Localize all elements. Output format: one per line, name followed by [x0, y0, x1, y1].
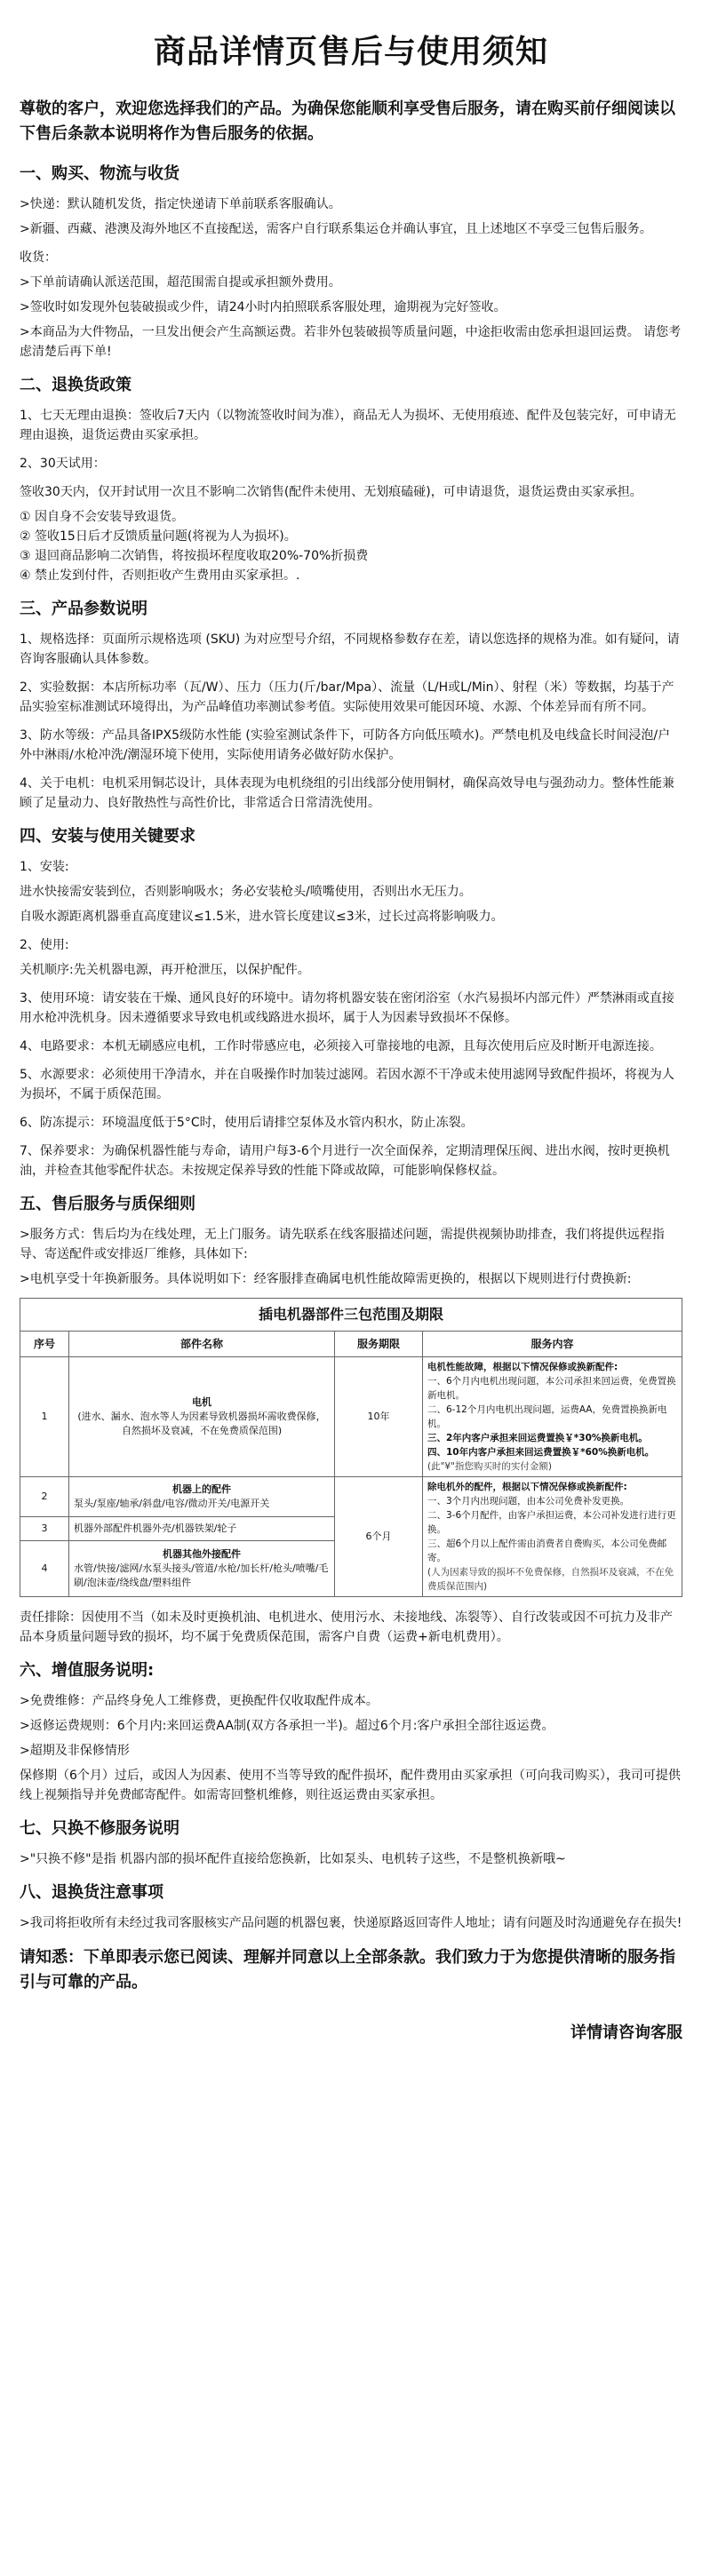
paragraph: >快递：默认随机发货，指定快递请下单前联系客服确认。 — [20, 197, 341, 211]
section-heading: 五、售后服务与质保细则 — [20, 1195, 195, 1213]
row-number: 3 — [20, 1517, 69, 1541]
part-name-cell — [69, 1540, 335, 1596]
table-header-row — [20, 1332, 682, 1357]
paragraph: 2、使用: — [20, 938, 69, 952]
service-line: 一、6个月内电机出现问题，本公司承担来回运费，免费置换新电机。 — [427, 1376, 676, 1401]
paragraph: 7、保养要求：为确保机器性能与寿命，请用户每3-6个月进行一次全面保养，定期清理保压阀、进出水阀，按时更换机油，并检查其他零配件状态。未按规定保养导致的性能下降或故障，可能影响保修权益。 — [20, 1144, 670, 1178]
paragraph: >超期及非保修情形 — [20, 1744, 130, 1758]
closing-statement: 请知悉：下单即表示您已阅读、理解并同意以上全部条款。我们致力于为您提供清晰的服务指引与可靠的产品。 — [20, 1948, 675, 1992]
table-row — [20, 1357, 682, 1477]
table-caption: 插电机器部件三包范围及期限 — [20, 1299, 682, 1332]
part-name: 机器外部配件机器外壳/机器铁架/轮子 — [69, 1517, 335, 1541]
column-header: 部件名称 — [69, 1332, 335, 1357]
intro-paragraph: 尊敬的客户，欢迎您选择我们的产品。为确保您能顺利享受售后服务，请在购买前仔细阅读以下售后条款本说明将作为售后服务的依据。 — [20, 99, 675, 143]
part-description: (进水、漏水、泡水等人为因素导致机器损坏需收费保修，自然损坏及衰减，不在免费质保范围) — [77, 1411, 326, 1436]
paragraph: 进水快接需安装到位，否则影响吸水；务必安装枪头/喷嘴使用，否则出水无压力。 — [20, 885, 472, 899]
service-line: 四、10年内客户承担来回运费置换￥*60%换新电机。 — [427, 1447, 655, 1458]
service-title: 电机性能故障，根据以下情况保修或换新配件: — [427, 1362, 618, 1372]
row-number: 1 — [20, 1357, 69, 1477]
paragraph: >下单前请确认派送范围，超范围需自提或承担额外费用。 — [20, 275, 341, 290]
section-heading: 三、产品参数说明 — [20, 600, 148, 618]
paragraph: >服务方式：售后均为在线处理，无上门服务。请先联系在线客服描述问题，需提供视频协助排查，我们将提供远程指导、寄送配件或安排返厂维修，具体如下: — [20, 1228, 665, 1261]
section-heading: 二、退换货政策 — [20, 376, 132, 394]
paragraph: 签收30天内，仅开封试用一次且不影响二次销售(配件未使用、无划痕磕碰)，可申请退货，退货运费由买家承担。 — [20, 485, 642, 499]
service-line: 二、3-6个月配件，由客户承担运费，本公司补发进行进行更换。 — [427, 1510, 676, 1535]
paragraph: >签收时如发现外包装破损或少件，请24小时内拍照联系客服处理，逾期视为完好签收。 — [20, 300, 507, 314]
section-heading: 四、安装与使用关键要求 — [20, 827, 195, 846]
paragraph: 1、规格选择：页面所示规格选项 (SKU) 为对应型号介绍，不同规格参数存在差，请以您选择的规格为准。如有疑问，请咨询客服确认具体参数。 — [20, 632, 680, 666]
part-name: 水管/快接/滤网/水泵头接头/管道/水枪/加长杆/枪头/喷嘴/毛刷/泡沫壶/绕线盘/塑料组件 — [74, 1562, 329, 1588]
row-number: 2 — [20, 1477, 69, 1517]
part-name: 电机 — [192, 1396, 211, 1408]
table-row — [20, 1477, 682, 1517]
service-line: 一、3个月内出现问题，由本公司免费补发更换。 — [427, 1496, 630, 1507]
section-heading: 六、增值服务说明: — [20, 1661, 155, 1680]
paragraph: 2、实验数据：本店所标功率（瓦/W）、压力（压力(斤/bar/Mpa）、流量（L/H或L/Min）、射程（米）等数据，均基于产品实验室标准测试环境得出，为产品峰值功率测试参考值。实际使用效果可能因环境、水源、个体差异而有所不同。 — [20, 680, 674, 714]
page-title: 商品详情页售后与使用须知 — [153, 34, 548, 70]
column-header: 序号 — [20, 1332, 69, 1357]
section-replace-only — [20, 1817, 682, 1869]
paragraph: 责任排除：因使用不当（如未及时更换机油、电机进水、使用污水、未接地线、冻裂等）、自行改装或因不可抗力及非产品本身质量问题导致的损坏，均不属于免费质保范围，需客户自费（运费+新电机费用）。 — [20, 1610, 673, 1644]
paragraph: 2、30天试用： — [20, 457, 106, 471]
part-name-title: 机器其他外接配件 — [163, 1547, 241, 1560]
paragraph: 保修期（6个月）过后，或因人为因素、使用不当等导致的配件损坏，配件费用由买家承担（可向我司购买），我司可提供线上视频指导并免费邮寄配件。如需寄回整机维修，则往返运费由买家承担。 — [20, 1769, 681, 1802]
paragraph: 5、水源要求：必须使用干净清水，并在自吸操作时加装过滤网。若因水源不干净或未使用滤网导致配件损坏，将视为人为损坏，不属于质保范围。 — [20, 1068, 674, 1101]
section-return-policy — [20, 374, 682, 585]
paragraph: >免费维修：产品终身免人工维修费，更换配件仅收取配件成本。 — [20, 1694, 379, 1708]
section-after-sales-warranty — [20, 1193, 682, 1647]
paragraph: >"只换不修"是指 机器内部的损坏配件直接给您换新，比如泵头、电机转子这些，不是整机换新哦~ — [20, 1852, 566, 1866]
paragraph: >新疆、西藏、港澳及海外地区不直接配送，需客户自行联系集运仓并确认事宜，且上述地区不享受三包售后服务。 — [20, 222, 652, 236]
row-number: 4 — [20, 1540, 69, 1596]
contact-footer: 详情请咨询客服 — [570, 2023, 682, 2042]
paragraph: >本商品为大件物品，一旦发出便会产生高额运费。若非外包装破损等质量问题，中途拒收需由您承担退回运费。 请您考虑清楚后再下单! — [20, 325, 682, 359]
paragraph: >返修运费规则：6个月内:来回运费AA制(双方各承担一半)。超过6个月:客户承担全部往返运费。 — [20, 1719, 554, 1733]
section-installation-usage — [20, 825, 682, 1181]
part-name-title: 机器上的配件 — [172, 1483, 231, 1495]
part-name: 泵头/泵座/轴承/斜盘/电容/微动开关/电源开关 — [74, 1498, 270, 1509]
service-line: 三、超6个月以上配件需由消费者自费购买，本公司免费邮寄。 — [427, 1538, 667, 1563]
service-title: 除电机外的配件，根据以下情况保修或换新配件: — [427, 1482, 627, 1492]
list-item: ① 因自身不会安装导致退货。 — [20, 510, 185, 524]
service-period: 10年 — [335, 1357, 423, 1477]
service-note: (此"¥"指您购买时的实付金额) — [427, 1461, 553, 1472]
paragraph: 1、安装: — [20, 860, 69, 874]
section-heading: 一、购买、物流与收货 — [20, 164, 179, 183]
section-heading: 七、只换不修服务说明 — [20, 1819, 179, 1838]
list-item: ② 签收15日后才反馈质量问题(将视为人为损坏)。 — [20, 529, 297, 544]
service-period: 6个月 — [335, 1477, 423, 1597]
paragraph: 3、防水等级：产品具备IPX5级防水性能 (实验室测试条件下，可防各方向低压喷水)。严禁电机及电线盒长时间浸泡/户外中淋雨/水枪冲洗/潮湿环境下使用，实际使用请务必做好防水保护。 — [20, 728, 671, 762]
list-item: ④ 禁止发到付件，否则拒收产生费用由买家承担。. — [20, 568, 300, 583]
warranty-table — [20, 1298, 682, 1597]
section-value-added-services — [20, 1659, 682, 1805]
paragraph: 1、七天无理由退换：签收后7天内（以物流签收时间为准），商品无人为损坏、无使用痕迹、配件及包装完好，可申请无理由退换，退货运费由买家承担。 — [20, 409, 676, 442]
paragraph: 自吸水源距离机器垂直高度建议≤1.5米，进水管长度建议≤3米，过长过高将影响吸力。 — [20, 910, 504, 924]
column-header: 服务内容 — [423, 1332, 682, 1357]
service-note: (人为因素导致的损坏不免费保修，自然损坏及衰减，不在免费质保范围内) — [427, 1567, 674, 1592]
paragraph: >电机享受十年换新服务。具体说明如下：经客服排查确属电机性能故障需更换的，根据以下规则进行付费换新: — [20, 1272, 632, 1286]
service-content-cell — [423, 1477, 682, 1597]
paragraph: 关机顺序:先关机器电源，再开枪泄压，以保护配件。 — [20, 963, 310, 977]
paragraph: 收货： — [20, 250, 57, 265]
part-name-cell — [69, 1477, 335, 1517]
section-purchase-logistics — [20, 163, 682, 362]
paragraph: 3、使用环境：请安装在干燥、通风良好的环境中。请勿将机器安装在密闭浴室（水汽易损坏内部元件）严禁淋雨或直接用水枪冲洗机身。因未遵循要求导致电机或线路进水损坏，属于人为因素导致损坏不保修。 — [20, 991, 674, 1025]
part-name-cell — [69, 1357, 335, 1477]
paragraph: 4、关于电机：电机采用铜芯设计，具体表现为电机绕组的引出线部分使用铜材，确保高效导电与强劲动力。整体性能兼顾了足量动力、良好散热性与高性价比，非常适合日常清洗使用。 — [20, 776, 674, 810]
section-product-parameters — [20, 598, 682, 813]
exclusion-list — [20, 507, 682, 585]
paragraph: 4、电路要求：本机无刷感应电机，工作时带感应电，必须接入可靠接地的电源，且每次使用后应及时断开电源连接。 — [20, 1039, 662, 1053]
service-content-cell — [423, 1357, 682, 1477]
section-heading: 八、退换货注意事项 — [20, 1883, 164, 1902]
service-line: 二、6-12个月内电机出现问题，运费AA，免费置换换新电机。 — [427, 1404, 667, 1429]
paragraph: 6、防冻提示：环境温度低于5°C时，使用后请排空泵体及水管内积水，防止冻裂。 — [20, 1116, 474, 1130]
paragraph: >我司将拒收所有未经过我司客服核实产品问题的机器包裹，快递原路返回寄件人地址；请有问题及时沟通避免存在损失! — [20, 1916, 682, 1930]
list-item: ③ 退回商品影响二次销售，将按损坏程度收取20%-70%折损费 — [20, 549, 369, 563]
column-header: 服务期限 — [335, 1332, 423, 1357]
service-line: 三、2年内客户承担来回运费置换￥*30%换新电机。 — [427, 1433, 648, 1443]
section-return-notes — [20, 1881, 682, 1933]
